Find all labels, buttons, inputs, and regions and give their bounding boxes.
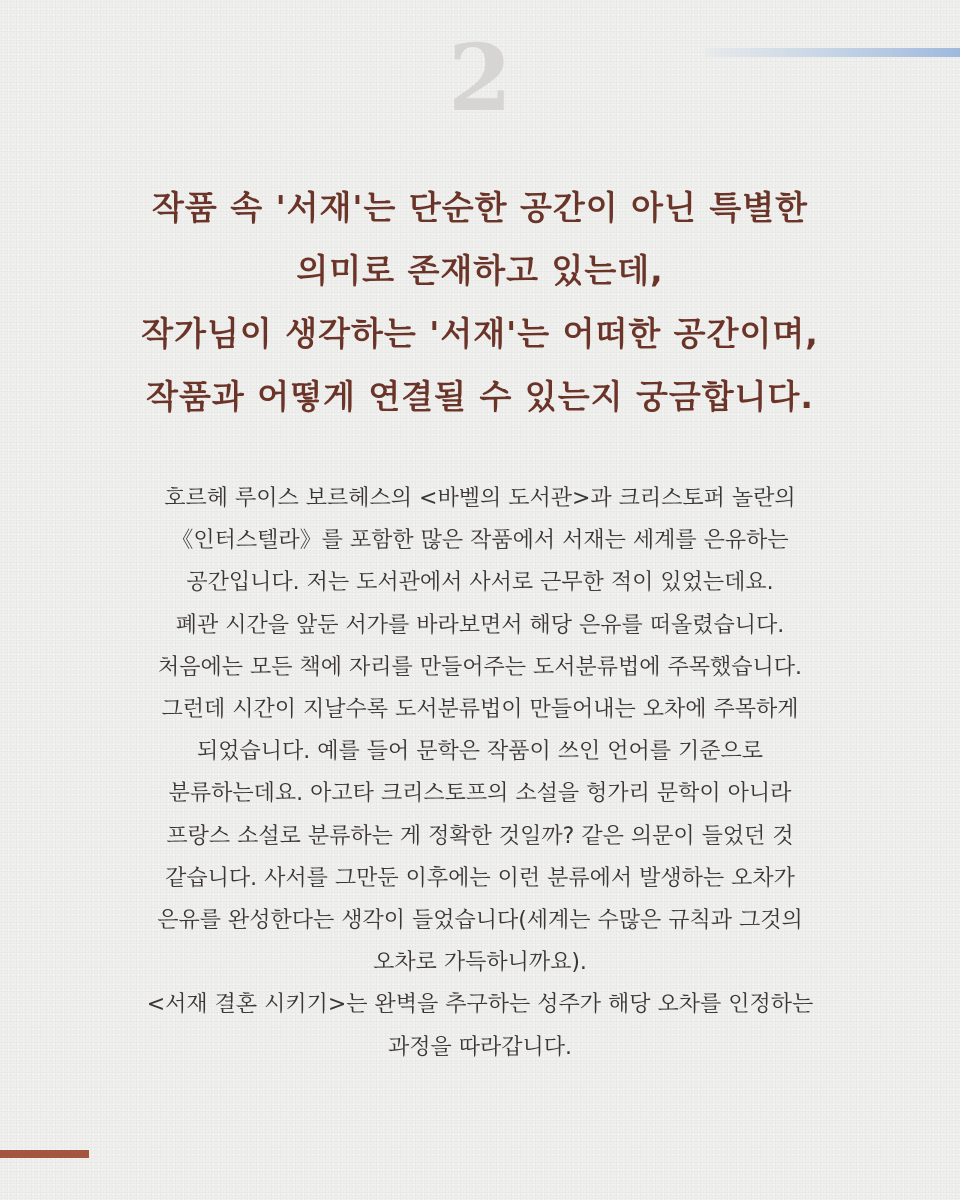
answer-line: 처음에는 모든 책에 자리를 만들어주는 도서분류법에 주목했습니다. — [157, 654, 802, 680]
page-number: 2 — [447, 24, 512, 132]
answer-line: 되었습니다. 예를 들어 문학은 작품이 쓰인 언어를 기준으로 — [197, 739, 763, 765]
bottom-accent-bar — [0, 1150, 89, 1158]
answer-line: 분류하는데요. 아고타 크리스토프의 소설을 헝가리 문학이 아니라 — [168, 781, 792, 807]
question-line: 작품과 어떻게 연결될 수 있는지 궁금합니다. — [146, 377, 814, 416]
question-block — [40, 176, 920, 428]
answer-line: 과정을 따라갑니다. — [387, 1034, 572, 1060]
answer-line: 그런데 시간이 지날수록 도서분류법이 만들어내는 오차에 주목하게 — [161, 697, 799, 723]
answer-line: 공간입니다. 저는 도서관에서 사서로 근무한 적이 있었는데요. — [186, 570, 774, 596]
answer-line: 은유를 완성한다는 생각이 들었습니다(세계는 수많은 규칙과 그것의 — [157, 908, 803, 934]
answer-line: 같습니다. 사서를 그만둔 이후에는 이런 분류에서 발생하는 오차가 — [165, 865, 795, 891]
question-line: 작품 속 '서재'는 단순한 공간이 아닌 특별한 — [151, 188, 809, 227]
answer-line: 프랑스 소설로 분류하는 게 정확한 것일까? 같은 의문이 들었던 것 — [166, 823, 794, 849]
question-line: 의미로 존재하고 있는데, — [296, 251, 664, 290]
answer-line: 호르헤 루이스 보르헤스의 <바벨의 도서관>과 크리스토퍼 놀란의 — [164, 486, 796, 511]
answer-line: <서재 결혼 시키기>는 완벽을 추구하는 성주가 해당 오차를 인정하는 — [146, 992, 814, 1018]
answer-line: 오차로 가득하니까요). — [373, 950, 587, 976]
question-line: 작가님이 생각하는 '서재'는 어떠한 공간이며, — [141, 314, 819, 353]
answer-block — [40, 478, 920, 1069]
answer-line: 《인터스텔라》를 포함한 많은 작품에서 서재는 세계를 은유하는 — [171, 528, 789, 554]
answer-line: 폐관 시간을 앞둔 서가를 바라보면서 해당 은유를 떠올렸습니다. — [175, 612, 785, 638]
